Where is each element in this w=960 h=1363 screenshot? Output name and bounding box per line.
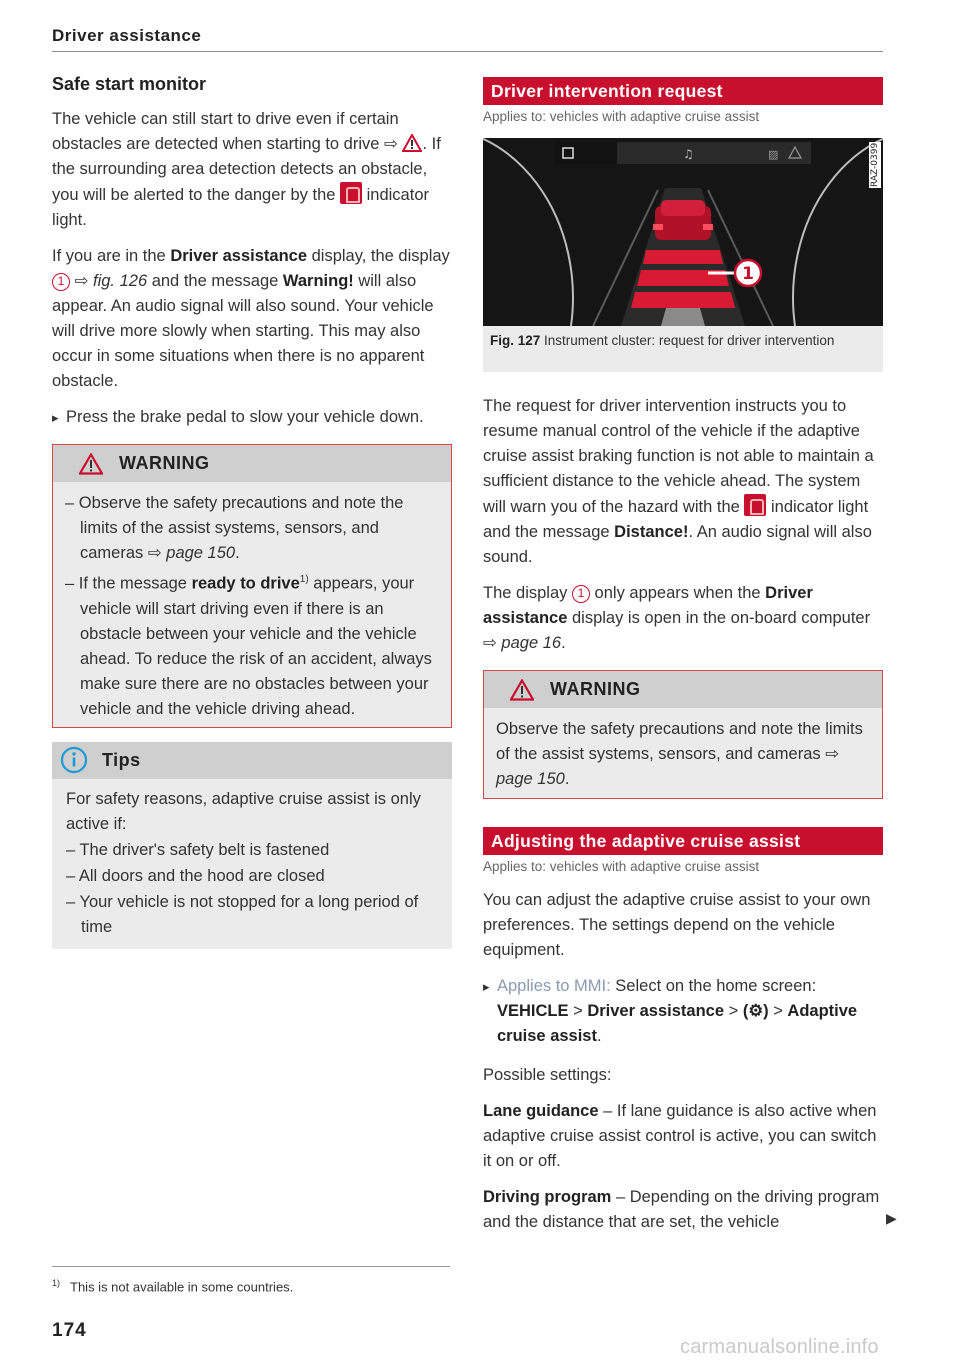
mmi-step: ▸ Applies to MMI: Select on the home screen: VEHICLE > Driver assistance > (⚙) > Adaptive cruise assist. (483, 974, 883, 1049)
warning-item: – Observe the safety precautions and note the limits of the assist systems, sensors, and cameras ⇨ page 150. (65, 494, 404, 562)
red-indicator-light-icon (744, 494, 766, 516)
intervention-paragraph-2: The display 1 only appears when the Driver assistance display is open in the on-board computer ⇨ page 16. (483, 584, 871, 652)
setting-driving-program: Driving program – Depending on the driving program and the distance that are set, the vehicle (483, 1188, 880, 1231)
tips-intro: For safety reasons, adaptive cruise assist is only active if: (66, 789, 421, 833)
warning-triangle-icon (79, 453, 103, 475)
tips-item: – Your vehicle is not stopped for a long period of time (66, 892, 419, 936)
tips-item: – The driver's safety belt is fastened (66, 840, 330, 859)
warning-item: – If the message ready to drive$^{1)}$ appears, your vehicle will start driving even if there is an obstacle between your vehicle and the vehicle ahead. To reduce the risk of an accident, always make sure there are no obstacles between your vehicle and the vehicle driving ahead. (65, 574, 432, 718)
warning-box-header (53, 445, 451, 482)
warning-box-body (53, 482, 451, 727)
setting-lane-guidance: Lane guidance – If lane guidance is also active when adaptive cruise assist control is active, you can switch it on or off. (483, 1102, 877, 1170)
possible-settings: Possible settings: (483, 1066, 612, 1084)
instrument-cluster-illustration (483, 138, 883, 326)
fig-126-link[interactable]: fig. 126 (93, 272, 148, 290)
red-indicator-light-icon (340, 182, 362, 204)
warning-box-right (483, 670, 883, 799)
page-150-link[interactable]: page 150 (166, 544, 236, 562)
warning-triangle-icon (402, 134, 422, 152)
footnote-marker: 1) (299, 574, 309, 585)
adjusting-paragraph: You can adjust the adaptive cruise assist to your own preferences. The settings depend on the vehicle equipment. (483, 891, 871, 959)
intervention-paragraph-1: The request for driver intervention instructs you to resume manual control of the vehicle if the adaptive cruise assist braking function is not able to maintain a sufficient distance to the vehicle ahead. The system will warn you of the hazard with the indicator light and the message Distance!. An audio signal will also sound. (483, 397, 874, 566)
callout-1-label: 1 (742, 264, 754, 284)
left-column (52, 74, 452, 949)
watermark: carmanualsonline.info (680, 1336, 879, 1358)
warning-box-header (484, 671, 882, 708)
applies-to: Applies to: vehicles with adaptive cruise assist (483, 109, 760, 124)
gear-icon: (⚙) (742, 1002, 769, 1020)
figure-code: RAZ-0399 (870, 142, 880, 188)
continue-arrow-icon: ▶ (886, 1211, 897, 1227)
page-header (52, 26, 883, 52)
callout-1-icon: 1 (52, 273, 70, 291)
svg-text:▨: ▨ (768, 148, 779, 161)
section-title: Adjusting the adaptive cruise assist (491, 830, 801, 851)
safe-start-paragraph-1: The vehicle can still start to drive even if certain obstacles are detected when starting to drive ⇨ . If the surrounding area detection detects an obstacle, you will be alerted to the danger by the indicator light. (52, 110, 441, 229)
instrument-cluster-image (483, 138, 883, 326)
figure-127 (483, 138, 883, 372)
warning-box-body (484, 708, 882, 798)
warning-text: Observe the safety precautions and note the limits of the assist systems, sensors, and cameras ⇨ page 150. (496, 720, 863, 788)
warning-title: WARNING (550, 679, 641, 699)
tips-title: Tips (102, 749, 141, 770)
section-title-safe-start: Safe start monitor (52, 74, 207, 94)
brake-instruction: ▸ Press the brake pedal to slow your vehicle down. (52, 405, 452, 430)
page-title: Driver assistance (52, 26, 202, 45)
svg-text:♫: ♫ (683, 147, 694, 161)
tips-body (52, 779, 452, 949)
applies-to: Applies to: vehicles with adaptive cruise assist (483, 859, 760, 874)
page-16-link[interactable]: page 16 (501, 634, 562, 652)
safe-start-paragraph-2: If you are in the Driver assistance display, the display 1 ⇨ fig. 126 and the message Warning! will also appear. An audio signal will also sound. Your vehicle will drive more slowly when starting. This may also occur in some situations when there is no apparent obstacle. (52, 247, 450, 390)
tips-item: – All doors and the hood are closed (66, 866, 325, 885)
page-150-link[interactable]: page 150 (496, 770, 565, 788)
callout-1-icon: 1 (572, 585, 590, 603)
footnote-divider (52, 1266, 450, 1267)
warning-title: WARNING (119, 453, 210, 473)
tips-header (52, 742, 452, 779)
section-bar-driver-intervention (483, 77, 883, 105)
tips-box (52, 742, 452, 949)
section-title: Driver intervention request (491, 80, 723, 101)
page-number: 174 (52, 1320, 87, 1341)
right-column (483, 77, 883, 1246)
warning-box-left (52, 444, 452, 728)
warning-triangle-icon (510, 679, 534, 701)
figure-caption: Fig. 127 Instrument cluster: request for driver intervention (490, 333, 835, 348)
section-bar-adjusting (483, 827, 883, 855)
info-icon (60, 746, 88, 774)
footnote: $^{1)}$ This is not available in some countries. (52, 1278, 294, 1295)
